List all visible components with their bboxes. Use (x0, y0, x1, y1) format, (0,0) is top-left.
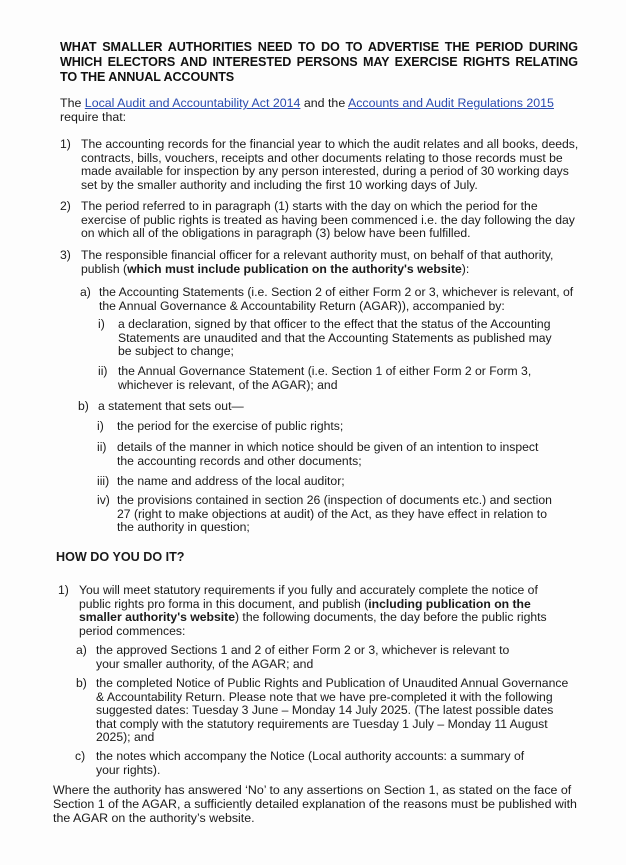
list-letter: c) (75, 749, 86, 763)
link-accounts-audit-regulations[interactable]: Accounts and Audit Regulations 2015 (347, 96, 554, 110)
list-text: the approved Sections 1 and 2 of either Form 2 or 3, whichever is relevant to your smaller authority, of the AGAR; and (96, 643, 510, 671)
list-text: The period referred to in paragraph (1) starts with the day on which the period for the exercise of public rights is treated as having been commenced i.e. the day following the day on which all of the obligations in paragraph (3) below have been fulfilled. (81, 199, 575, 241)
text-post: ): (461, 261, 470, 276)
bold-emphasis: which must include publication on the authority's website (127, 261, 462, 276)
list-text (81, 249, 571, 276)
list-text: the completed Notice of Public Rights and Publication of Unaudited Annual Governance & Accountability Return. Please note that we have pre-completed it with the following suggested dates: Tuesday 3 June – Monday 14 July 2025. (The latest possible dates that comply with the statutory requirements are Tuesday 1 July – Monday 11 August 2025); and (96, 676, 569, 745)
list-roman: iii) (97, 474, 110, 488)
list-roman: i) (98, 317, 105, 331)
list-text: the name and address of the local auditor; (117, 474, 345, 488)
closing-paragraph: Where the authority has answered ‘No’ to any assertions on Section 1, as stated on the face of Section 1 of the AGAR, a sufficiently detailed explanation of the reasons must be published with the AGAR on the authority’s website. (53, 783, 577, 825)
list-number: 3) (60, 248, 71, 262)
document-title: WHAT SMALLER AUTHORITIES NEED TO DO TO ADVERTISE THE PERIOD DURING WHICH ELECTORS AND INTERESTED PERSONS MAY EXERCISE RIGHTS RELATING TO THE ANNUAL ACCOUNTS (60, 40, 578, 84)
intro-paragraph (60, 96, 580, 124)
list-number: 1) (58, 583, 69, 597)
list-text: the notes which accompany the Notice (Local authority accounts: a summary of your rights). (96, 749, 525, 777)
intro-suffix: require that: (60, 110, 127, 124)
list-number: 1) (60, 137, 71, 151)
list-letter: a) (76, 643, 87, 657)
list-roman: ii) (98, 364, 108, 378)
list-text: the period for the exercise of public rights; (117, 419, 344, 433)
list-roman: i) (97, 419, 104, 433)
list-letter: b) (78, 399, 89, 413)
link-local-audit-act[interactable]: Local Audit and Accountability Act 2014 (84, 96, 301, 110)
list-letter: b) (76, 676, 87, 690)
list-text: a declaration, signed by that officer to the effect that the status of the Accounting Statements are unaudited and that the Accounting Statements as published may be subject to change; (118, 317, 552, 359)
list-number: 2) (60, 199, 71, 213)
text-pre: You will meet statutory requirements if you fully and accurately complete the notice of public rights pro forma in this document, and publish ( (79, 583, 538, 611)
list-text: a statement that sets out— (98, 399, 244, 413)
list-text: the provisions contained in section 26 (inspection of documents etc.) and section 27 (right to make objections at audit) of the Act, as they have effect in relation to the authority in question; (117, 493, 552, 535)
list-roman: ii) (97, 440, 107, 454)
text-pre: The responsible financial officer for a relevant authority must, on behalf of that authority, publish ( (81, 248, 554, 276)
intro-prefix: The (60, 96, 85, 110)
list-text: the Accounting Statements (i.e. Section 2 of either Form 2 or 3, whichever is relevant, of the Annual Governance & Accountability Return (AGAR)), accompanied by: (99, 285, 574, 313)
list-roman: iv) (97, 493, 110, 507)
intro-middle: and the (300, 96, 348, 110)
text-post: ) the following documents, the day before the public rights period commences: (79, 610, 547, 638)
section-heading: HOW DO YOU DO IT? (56, 550, 185, 564)
bold-emphasis: including publication on the smaller authority's website (79, 596, 531, 625)
list-text: The accounting records for the financial year to which the audit relates and all books, deeds, contracts, bills, vouchers, receipts and other documents relating to those records must be made available for inspection by any person interested, during a period of 30 working days set by the smaller authority and including the first 10 working days of July. (81, 137, 579, 192)
list-text (79, 584, 557, 638)
list-text: details of the manner in which notice should be given of an intention to inspect the accounting records and other documents; (117, 440, 539, 468)
list-text: the Annual Governance Statement (i.e. Section 1 of either Form 2 or Form 3, whichever is relevant, of the AGAR); and (118, 364, 532, 392)
list-letter: a) (80, 285, 91, 299)
